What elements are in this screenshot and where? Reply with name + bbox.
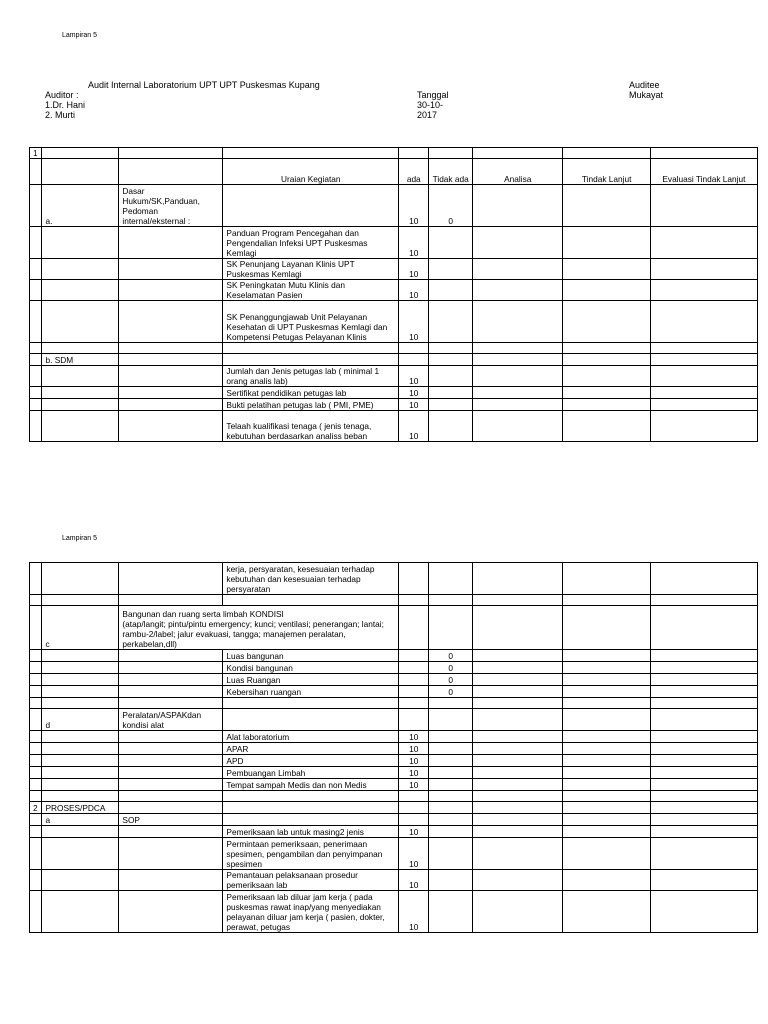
item-text: Panduan Program Pencegahan dan Pengendalian Infeksi UPT Puskesmas Kemlagi <box>223 227 399 259</box>
section-number-2: 2 <box>30 802 42 814</box>
item-text: Pembuangan Limbah <box>223 767 399 779</box>
item-label-a: a. <box>42 185 119 227</box>
table-row <box>30 650 758 662</box>
table-row <box>30 674 758 686</box>
table-row <box>30 767 758 779</box>
table-row <box>30 343 758 354</box>
table-row <box>30 838 758 870</box>
table-row <box>30 698 758 709</box>
sop-label: SOP <box>119 814 223 826</box>
item-text: Bukti pelatihan petugas lab ( PMI, PME) <box>223 399 399 411</box>
ada-value: 10 <box>399 399 429 411</box>
ada-value: 10 <box>399 838 429 870</box>
item-text: Kondisi bangunan <box>223 662 399 674</box>
peralatan-text: Peralatan/ASPAKdan kondisi alat <box>119 709 223 731</box>
header-analisa: Analisa <box>473 159 563 185</box>
item-text: APD <box>223 755 399 767</box>
section-number: 1 <box>30 148 42 159</box>
table-row <box>30 606 758 650</box>
ada-value: 10 <box>399 366 429 387</box>
ada-value: 10 <box>399 870 429 891</box>
tidak-ada-value: 0 <box>429 185 473 227</box>
table-row <box>30 354 758 366</box>
section-title-proses: PROSES/PDCA <box>42 802 119 814</box>
table-row <box>30 743 758 755</box>
table-row <box>30 755 758 767</box>
table-row <box>30 870 758 891</box>
auditor-label: Auditor : <box>45 90 79 100</box>
ada-value: 10 <box>399 227 429 259</box>
date-label: Tanggal <box>417 90 449 100</box>
item-text: Telaah kualifikasi tenaga ( jenis tenaga, kebutuhan berdasarkan analiss beban <box>223 411 399 442</box>
item-text: Sertifikat pendidikan petugas lab <box>223 387 399 399</box>
tidak-ada-value: 0 <box>429 662 473 674</box>
ada-value: 10 <box>399 185 429 227</box>
item-label-c: c <box>42 606 119 650</box>
item-text: Kebersihan ruangan <box>223 686 399 698</box>
tidak-ada-value: 0 <box>429 686 473 698</box>
attachment-label: Lampiran 5 <box>62 32 98 39</box>
table-row <box>30 227 758 259</box>
item-text: Luas bangunan <box>223 650 399 662</box>
item-text: SK Penanggungjawab Unit Pelayanan Kesehatan di UPT Puskesmas Kemlagi dan Kompetensi Petugas Pelayanan Klinis <box>223 301 399 343</box>
item-label-d: d <box>42 709 119 731</box>
header-tindak-lanjut: Tindak Lanjut <box>563 159 650 185</box>
tidak-ada-value: 0 <box>429 674 473 686</box>
item-text: Pemeriksaan lab untuk masing2 jenis <box>223 826 399 838</box>
table-row <box>30 563 758 595</box>
date-value-line2: 2017 <box>417 110 438 120</box>
table-row <box>30 366 758 387</box>
item-text: Pemeriksaan lab diluar jam kerja ( pada puskesmas rawat inap/yang menyediakan pelayanan diluar jam kerja ( pasien, dokter, perawat, petugas <box>223 891 399 933</box>
header-evaluasi: Evaluasi Tindak Lanjut <box>650 159 757 185</box>
table-row <box>30 731 758 743</box>
table-row <box>30 802 758 814</box>
ada-value: 10 <box>399 779 429 791</box>
table-header-row <box>30 159 758 185</box>
item-text: Jumlah dan Jenis petugas lab ( minimal 1 orang analis lab) <box>223 366 399 387</box>
table-row <box>30 662 758 674</box>
table-row <box>30 826 758 838</box>
table-row <box>30 891 758 933</box>
audit-table-page1 <box>29 147 758 442</box>
table-row <box>30 709 758 731</box>
audit-title: Audit Internal Laboratorium UPT UPT Puskesmas Kupang <box>88 80 320 90</box>
item-text: SK Peningkatan Mutu Klinis dan Keselamatan Pasien <box>223 280 399 301</box>
header-uraian: Uraian Kegiatan <box>223 159 399 185</box>
table-row <box>30 399 758 411</box>
item-text: Pemantauan pelaksanaan prosedur pemeriksaan lab <box>223 870 399 891</box>
header-ada: ada <box>399 159 429 185</box>
item-text: Tempat sampah Medis dan non Medis <box>223 779 399 791</box>
ada-value: 10 <box>399 755 429 767</box>
table-row <box>30 185 758 227</box>
ada-value: 10 <box>399 301 429 343</box>
auditee-label: Auditee <box>629 80 660 90</box>
table-row <box>30 387 758 399</box>
ada-value: 10 <box>399 743 429 755</box>
auditor-2: 2. Murti <box>45 110 76 120</box>
table-row <box>30 791 758 802</box>
tidak-ada-value: 0 <box>429 650 473 662</box>
item-text: APAR <box>223 743 399 755</box>
table-row <box>30 686 758 698</box>
table-row <box>30 148 758 159</box>
table-row <box>30 779 758 791</box>
ada-value: 10 <box>399 767 429 779</box>
item-label-a: a <box>42 814 119 826</box>
table-row <box>30 301 758 343</box>
ada-value: 10 <box>399 387 429 399</box>
attachment-label-page2: Lampiran 5 <box>62 535 98 542</box>
item-text: SK Penunjang Layanan Klinis UPT Puskesmas Kemlagi <box>223 259 399 280</box>
table-row <box>30 411 758 442</box>
dasar-hukum-label: Dasar Hukum/SK,Panduan, Pedoman internal/eksternal : <box>119 185 223 227</box>
header-tidak-ada: Tidak ada <box>429 159 473 185</box>
ada-value: 10 <box>399 731 429 743</box>
audit-table-page2 <box>29 562 758 933</box>
bangunan-kondisi-text: Bangunan dan ruang serta limbah KONDISI (atap/langit; pintu/pintu emergency; kunci; ventilasi; penerangan; lantai; rambu-2/label; jalur evakuasi, tangga; manajemen peralatan, perkabelan,dll) <box>119 606 399 650</box>
date-value-line1: 30-10- <box>417 100 444 110</box>
item-text: Luas Ruangan <box>223 674 399 686</box>
ada-value: 10 <box>399 280 429 301</box>
auditor-1: 1.Dr. Hani <box>45 100 86 110</box>
auditee-name: Mukayat <box>629 90 664 100</box>
ada-value: 10 <box>399 259 429 280</box>
item-text: Permintaan pemeriksaan, penerimaan spesimen, pengambilan dan penyimpanan spesimen <box>223 838 399 870</box>
item-text: kerja, persyaratan, kesesuaian terhadap kebutuhan dan kesesuaian terhadap persyaratan <box>223 563 399 595</box>
table-row <box>30 595 758 606</box>
ada-value: 10 <box>399 891 429 933</box>
item-text: Alat laboratorium <box>223 731 399 743</box>
table-row <box>30 280 758 301</box>
table-row <box>30 814 758 826</box>
ada-value: 10 <box>399 411 429 442</box>
table-row <box>30 259 758 280</box>
ada-value: 10 <box>399 826 429 838</box>
item-label-b: b. SDM <box>42 354 119 366</box>
